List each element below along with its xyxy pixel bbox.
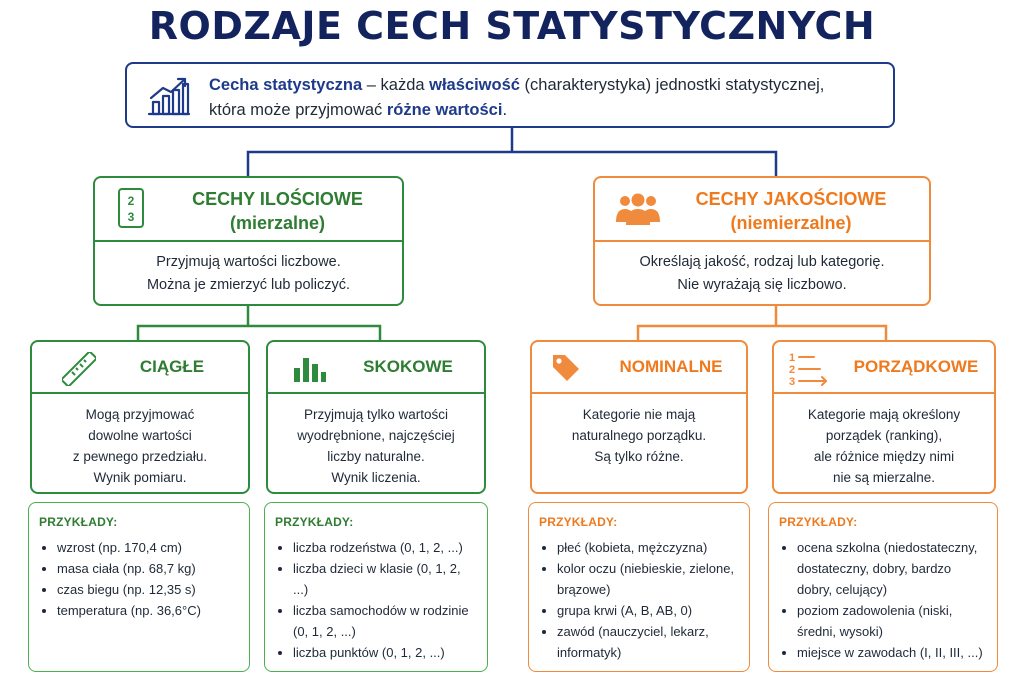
svg-text:2: 2: [127, 194, 135, 208]
qualitative-subtitle: (niemierzalne): [730, 213, 852, 233]
nominal-title: NOMINALNE: [619, 357, 723, 376]
list-item: • masa ciała (np. 68,7 kg): [57, 558, 239, 579]
list-item: • kolor oczu (niebieskie, zielone, brązowe): [557, 558, 739, 600]
ordinal-examples: [768, 502, 998, 672]
qualitative-box: [593, 176, 931, 306]
quantitative-description: Przyjmują wartości liczbowe. Można je zmierzyć lub policzyć.: [146, 254, 351, 293]
ordinal-title: PORZĄDKOWE: [853, 357, 979, 376]
qualitative-header: [595, 178, 929, 242]
svg-text:3: 3: [127, 210, 135, 224]
examples-header: PRZYKŁADY:: [779, 515, 858, 529]
definition-term: Cecha statystyczna: [209, 76, 363, 94]
list-item: • czas biegu (np. 12,35 s): [57, 579, 239, 600]
list-item: • temperatura (np. 36,6°C): [57, 600, 239, 621]
continuous-title: CIĄGŁE: [139, 357, 205, 376]
examples-header: PRZYKŁADY:: [275, 515, 354, 529]
list-item: • liczba samochodów w rodzinie (0, 1, 2, ...): [293, 600, 477, 642]
svg-text:2: 2: [789, 364, 796, 376]
list-item: • ocena szkolna (niedostateczny, dostateczny, dobry, bardzo dobry, celujący): [797, 537, 987, 600]
qualitative-connector: [638, 306, 886, 340]
numbers-icon: [117, 187, 145, 229]
nominal-description: Kategorie nie mają naturalnego porządku. Są tylko różne.: [571, 407, 707, 464]
bar-chart-icon: [292, 354, 328, 384]
people-group-icon: [615, 192, 661, 226]
definition-keyword: właściwość: [429, 76, 520, 94]
list-item: • grupa krwi (A, B, AB, 0): [557, 600, 739, 621]
continuous-box: [30, 340, 250, 494]
quantitative-box: [93, 176, 404, 306]
tag-icon: [550, 352, 582, 384]
list-item: • płeć (kobieta, mężczyzna): [557, 537, 739, 558]
examples-header: PRZYKŁADY:: [539, 515, 618, 529]
qualitative-title: CECHY JAKOŚCIOWE: [695, 189, 887, 209]
nominal-header: [532, 342, 746, 394]
list-item: • liczba dzieci w klasie (0, 1, 2, ...): [293, 558, 477, 600]
continuous-description: Mogą przyjmować dowolne wartości z pewnego przedziału. Wynik pomiaru.: [72, 407, 208, 485]
nominal-examples: [528, 502, 750, 672]
list-item: • miejsce w zawodach (I, II, III, ...): [797, 642, 987, 663]
list-item: • poziom zadowolenia (niski, średni, wysoki): [797, 600, 987, 642]
page-title: RODZAJE CECH STATYSTYCZNYCH: [148, 4, 876, 48]
list-item: • wzrost (np. 170,4 cm): [57, 537, 239, 558]
definition-box: [125, 62, 895, 128]
ruler-icon: [62, 352, 96, 386]
discrete-box: [266, 340, 486, 494]
ordinal-header: [774, 342, 994, 394]
nominal-box: [530, 340, 748, 494]
continuous-examples: [28, 502, 250, 672]
quantitative-subtitle: (mierzalne): [229, 213, 326, 233]
ordinal-description: Kategorie mają określony porządek (ranking), ale różnice między nimi nie są mierzalne.: [807, 407, 961, 485]
discrete-title: SKOKOWE: [363, 357, 453, 376]
list-item: • liczba rodzeństwa (0, 1, 2, ...): [293, 537, 477, 558]
growth-chart-icon: [147, 76, 191, 116]
discrete-description: Przyjmują tylko wartości wyodrębnione, najczęściej liczby naturalne. Wynik liczenia.: [297, 407, 455, 485]
discrete-header: [268, 342, 484, 394]
continuous-header: [32, 342, 248, 394]
qualitative-description: Określają jakość, rodzaj lub kategorię. Nie wyrażają się liczbowo.: [639, 254, 885, 293]
svg-text:1: 1: [789, 352, 796, 364]
list-item: • zawód (nauczyciel, lekarz, informatyk): [557, 621, 739, 663]
examples-header: PRZYKŁADY:: [39, 515, 118, 529]
definition-keyword: różne wartości: [386, 101, 503, 119]
list-item: • liczba punktów (0, 1, 2, ...): [293, 642, 477, 663]
root-connector: [248, 128, 776, 176]
ordinal-box: [772, 340, 996, 494]
quantitative-header: [95, 178, 402, 242]
quantitative-title: CECHY ILOŚCIOWE: [192, 189, 363, 209]
discrete-examples: [264, 502, 488, 672]
svg-text:3: 3: [789, 376, 796, 388]
definition-text: Cecha statystyczna – każda właściwość (charakterystyka) jednostki statystycznej, która może przyjmować różne wartości.: [209, 76, 825, 119]
quantitative-connector: [138, 306, 380, 340]
ordered-list-icon: [788, 350, 832, 388]
